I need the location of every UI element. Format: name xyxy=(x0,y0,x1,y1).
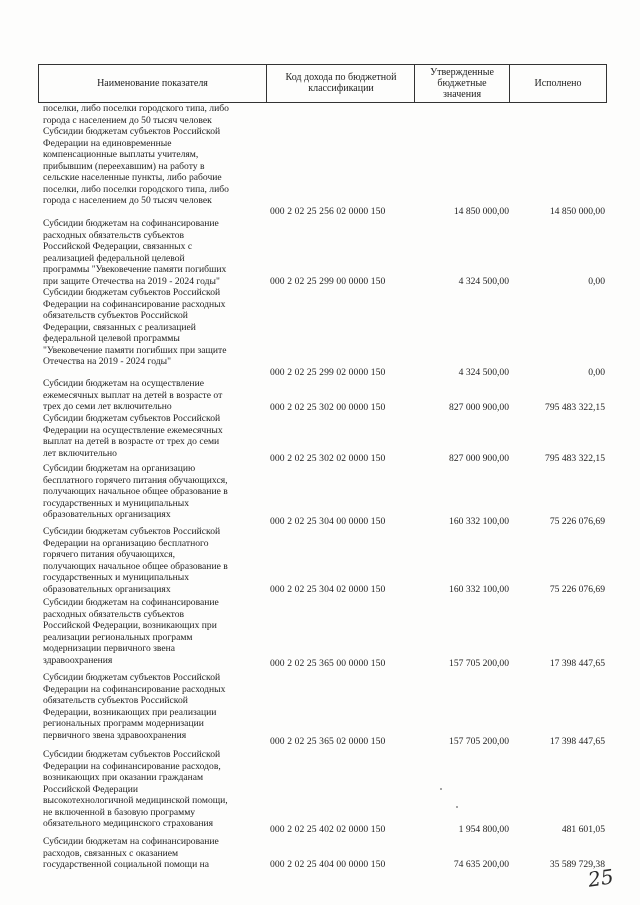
page-number: 25 xyxy=(586,864,615,892)
header-right-border xyxy=(606,64,607,103)
header-name: Наименование показателя xyxy=(97,77,208,89)
row-executed: 17 398 447,65 xyxy=(549,658,605,669)
row-code: 000 2 02 25 302 00 0000 150 xyxy=(270,402,386,413)
row-approved: 1 954 800,00 xyxy=(458,824,509,835)
row-code: 000 2 02 25 304 00 0000 150 xyxy=(270,516,386,527)
row-executed: 481 601,05 xyxy=(561,824,605,835)
row-executed: 14 850 000,00 xyxy=(549,206,605,217)
row-name: Субсидии бюджетам субъектов Российской Федерации на софинансирование расходных обязательств субъектов Российской Федерации, возникающих при реализации региональных программ модернизации первичного звена здравоохранения xyxy=(43,672,226,741)
row-code: 000 2 02 25 365 02 0000 150 xyxy=(270,736,386,747)
row-code: 000 2 02 25 302 02 0000 150 xyxy=(270,453,386,464)
scan-speck xyxy=(440,788,442,790)
row-approved: 160 332 100,00 xyxy=(449,584,509,595)
row-code: 000 2 02 25 299 02 0000 150 xyxy=(270,367,386,378)
row-approved: 160 332 100,00 xyxy=(449,516,509,527)
row-code: 000 2 02 25 256 02 0000 150 xyxy=(270,206,386,217)
row-code: 000 2 02 25 299 00 0000 150 xyxy=(270,276,386,287)
header-divider-2 xyxy=(414,64,415,103)
row-approved: 74 635 200,00 xyxy=(453,859,509,870)
row-approved: 827 000 900,00 xyxy=(449,453,509,464)
row-name: Субсидии бюджетам субъектов Российской Федерации на организацию бесплатного горячего питания обучающихся, получающих начальное общее образование в государственных и муниципальных образовательных организациях xyxy=(43,526,228,595)
header-divider-1 xyxy=(266,64,267,103)
row-executed: 795 483 322,15 xyxy=(545,453,605,464)
row-name: Субсидии бюджетам субъектов Российской Федерации на софинансирование расходов, возникающих при оказании гражданам Российской Федерации высокотехнологичной медицинской помощи, не включенной в базовую программу обязательного медицинского страхования xyxy=(43,749,228,829)
row-executed: 795 483 322,15 xyxy=(545,402,605,413)
row-name: Субсидии бюджетам на софинансирование расходных обязательств субъектов Российской Федерации, возникающих при реализации региональных программ модернизации первичного звена здравоохранения xyxy=(43,597,219,666)
row-approved: 827 000 900,00 xyxy=(449,402,509,413)
row-code: 000 2 02 25 365 00 0000 150 xyxy=(270,658,386,669)
row-approved: 4 324 500,00 xyxy=(458,367,509,378)
row-name: Субсидии бюджетам на софинансирование расходов, связанных с оказанием государственной социальной помощи на xyxy=(43,836,219,870)
row-approved: 157 705 200,00 xyxy=(449,736,509,747)
header-executed: Исполнено xyxy=(534,77,582,89)
row-executed: 35 589 729,38 xyxy=(549,859,605,870)
row-name: поселки, либо поселки городского типа, либо города с населением до 50 тысяч человек xyxy=(43,103,229,126)
row-executed: 17 398 447,65 xyxy=(549,736,605,747)
scan-speck xyxy=(456,806,458,808)
row-approved: 14 850 000,00 xyxy=(453,206,509,217)
row-name: Субсидии бюджетам субъектов Российской Федерации на единовременные компенсационные выплаты учителям, прибывшим (переехавшим) на работу в сельские населенные пункты, либо рабочие поселки, либо поселки городского типа, либо города с населением до 50 тысяч человек xyxy=(43,126,229,206)
row-executed: 75 226 076,69 xyxy=(549,516,605,527)
header-code: Код дохода по бюджетной классификации xyxy=(285,72,397,94)
row-code: 000 2 02 25 404 00 0000 150 xyxy=(270,859,386,870)
row-code: 000 2 02 25 304 02 0000 150 xyxy=(270,584,386,595)
row-executed: 0,00 xyxy=(588,276,605,287)
row-name: Субсидии бюджетам субъектов Российской Федерации на софинансирование расходных обязательств субъектов Российской Федерации, связанных с реализацией федеральной целевой программы "Увековечение памяти погибших при защите Отечества на 2019 - 2024 годы" xyxy=(43,287,227,367)
row-name: Субсидии бюджетам субъектов Российской Федерации на осуществление ежемесячных выплат на детей в возрасте от трех до семи лет включительно xyxy=(43,413,223,459)
header-approved: Утвержденные бюджетные значения xyxy=(430,66,494,100)
row-name: Субсидии бюджетам на организацию бесплатного горячего питания обучающихся, получающих начальное общее образование в государственных и муниципальных образовательных организациях xyxy=(43,463,228,520)
row-name: Субсидии бюджетам на софинансирование расходных обязательств субъектов Российской Федерации, связанных с реализацией федеральной целевой программы "Увековечение памяти погибших при защите Отечества на 2019 - 2024 годы" xyxy=(43,218,227,287)
row-executed: 75 226 076,69 xyxy=(549,584,605,595)
row-approved: 157 705 200,00 xyxy=(449,658,509,669)
row-executed: 0,00 xyxy=(588,367,605,378)
row-approved: 4 324 500,00 xyxy=(458,276,509,287)
row-name: Субсидии бюджетам на осуществление ежемесячных выплат на детей в возрасте от трех до семи лет включительно xyxy=(43,378,223,412)
row-code: 000 2 02 25 402 02 0000 150 xyxy=(270,824,386,835)
